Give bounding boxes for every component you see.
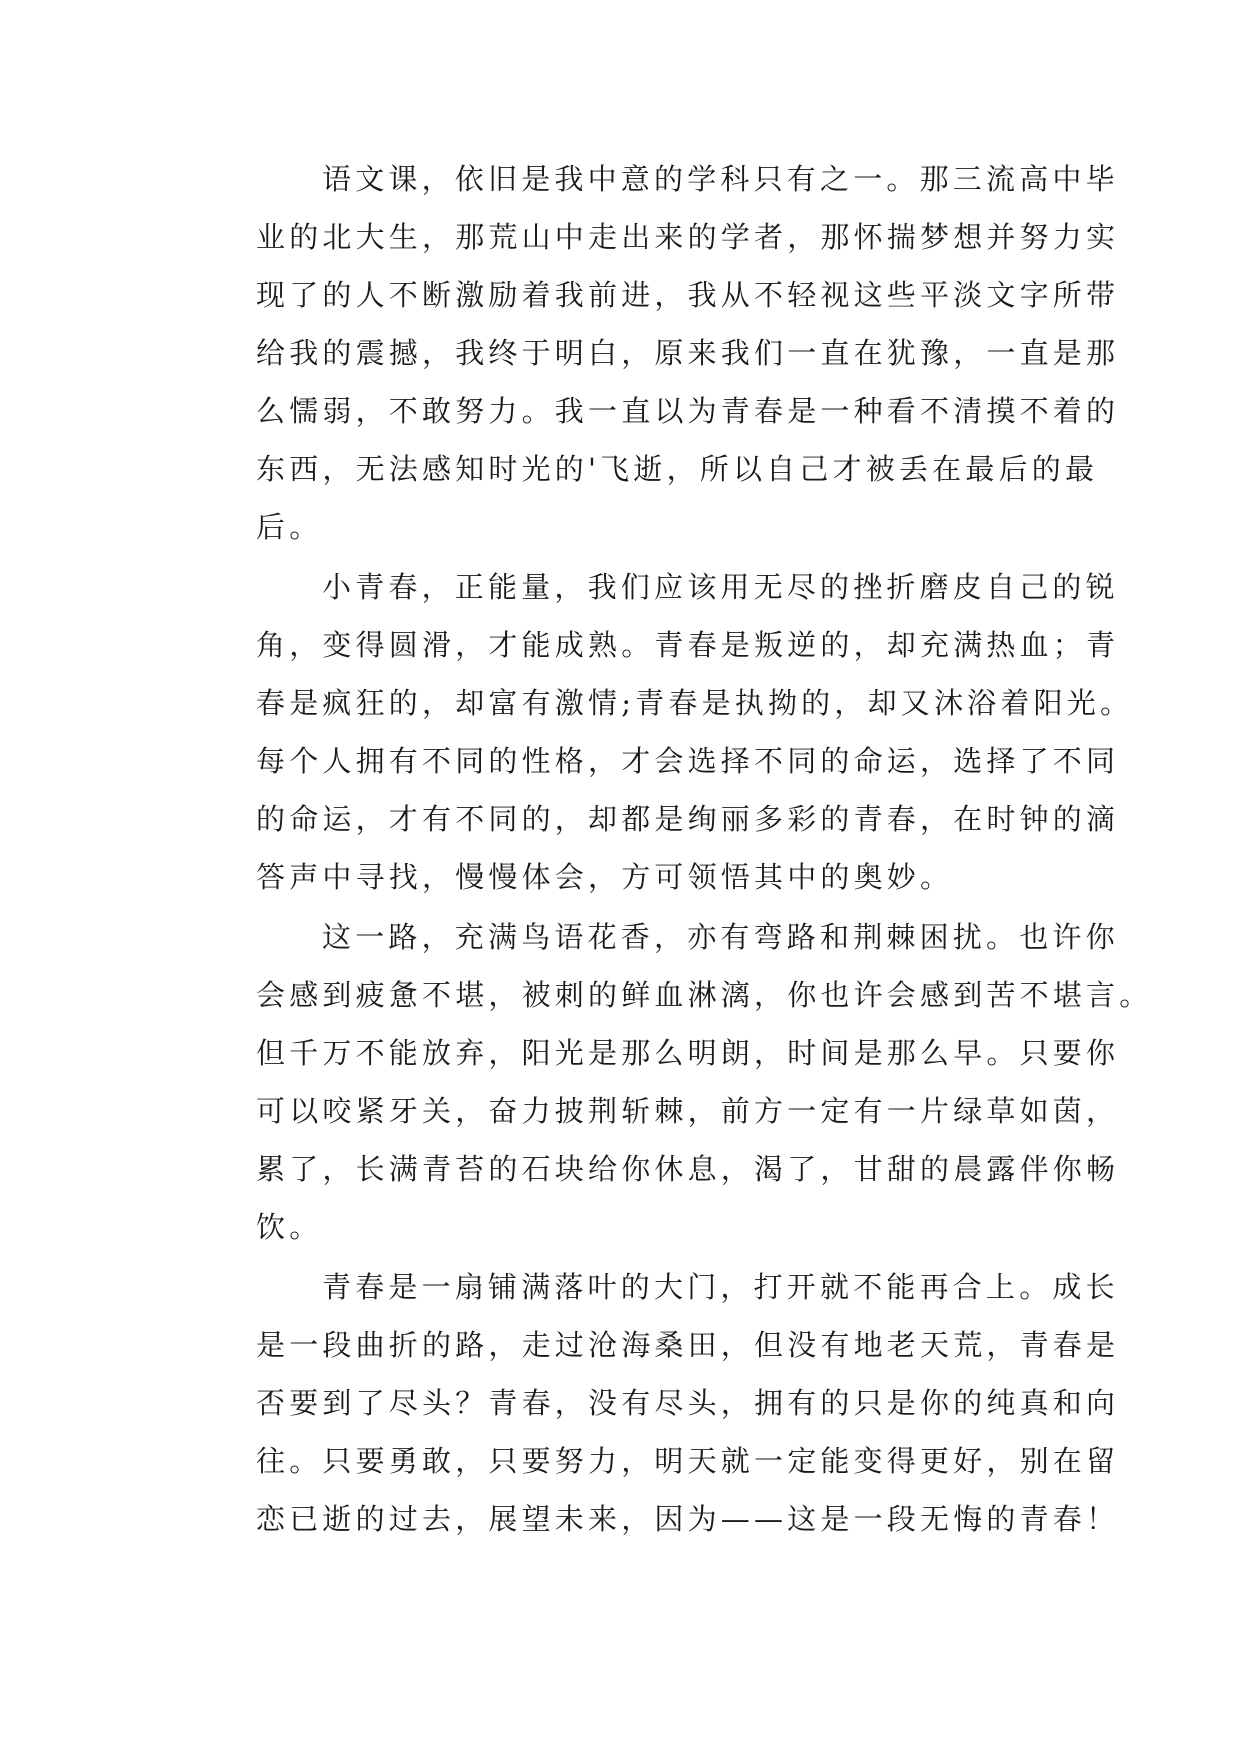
- text-line: 小青春，正能量，我们应该用无尽的挫折磨皮自己的锐: [322, 570, 1119, 604]
- text-line: 给我的震撼，我终于明白，原来我们一直在犹豫，一直是那: [256, 336, 1120, 370]
- paragraph-1: [190, 150, 1120, 556]
- text-line: 会感到疲惫不堪，被刺的鲜血淋漓，你也许会感到苦不堪言。: [256, 978, 1153, 1012]
- paragraph-4: [190, 1258, 1120, 1548]
- paragraph-3: [190, 908, 1153, 1256]
- text-line: 但千万不能放弃，阳光是那么明朗，时间是那么早。只要你: [256, 1036, 1120, 1070]
- text-line: 往。只要勇敢，只要努力，明天就一定能变得更好，别在留: [256, 1444, 1120, 1478]
- text-line: 春是疯狂的，却富有激情;青春是执拗的，却又沐浴着阳光。: [256, 686, 1134, 720]
- text-line: 累了，长满青苔的石块给你休息，渴了，甘甜的晨露伴你畅: [256, 1152, 1120, 1186]
- text-line: 后。: [256, 510, 323, 544]
- text-line: 语文课，依旧是我中意的学科只有之一。那三流高中毕: [322, 162, 1119, 196]
- text-line: 恋已逝的过去，展望未来，因为——这是一段无悔的青春！: [256, 1502, 1120, 1536]
- text-line: 每个人拥有不同的性格，才会选择不同的命运，选择了不同: [256, 744, 1120, 778]
- text-line: 现了的人不断激励着我前进，我从不轻视这些平淡文字所带: [256, 278, 1120, 312]
- text-line: 东西，无法感知时光的'飞逝，所以自己才被丢在最后的最: [256, 452, 1099, 486]
- text-line: 业的北大生，那荒山中走出来的学者，那怀揣梦想并努力实: [256, 220, 1120, 254]
- text-line: 否要到了尽头？青春，没有尽头，拥有的只是你的纯真和向: [256, 1386, 1120, 1420]
- text-line: 可以咬紧牙关，奋力披荆斩棘，前方一定有一片绿草如茵，: [256, 1094, 1120, 1128]
- text-line: 的命运，才有不同的，却都是绚丽多彩的青春，在时钟的滴: [256, 802, 1120, 836]
- text-line: 这一路，充满鸟语花香，亦有弯路和荆棘困扰。也许你: [322, 920, 1119, 954]
- text-line: 么懦弱，不敢努力。我一直以为青春是一种看不清摸不着的: [256, 394, 1120, 428]
- text-line: 角，变得圆滑，才能成熟。青春是叛逆的，却充满热血；青: [256, 628, 1120, 662]
- paragraph-2: [190, 558, 1134, 906]
- text-line: 是一段曲折的路，走过沧海桑田，但没有地老天荒，青春是: [256, 1328, 1120, 1362]
- text-line: 答声中寻找，慢慢体会，方可领悟其中的奥妙。: [256, 860, 954, 894]
- document-body: [190, 150, 1153, 1548]
- text-line: 青春是一扇铺满落叶的大门，打开就不能再合上。成长: [322, 1270, 1119, 1304]
- text-line: 饮。: [256, 1210, 323, 1244]
